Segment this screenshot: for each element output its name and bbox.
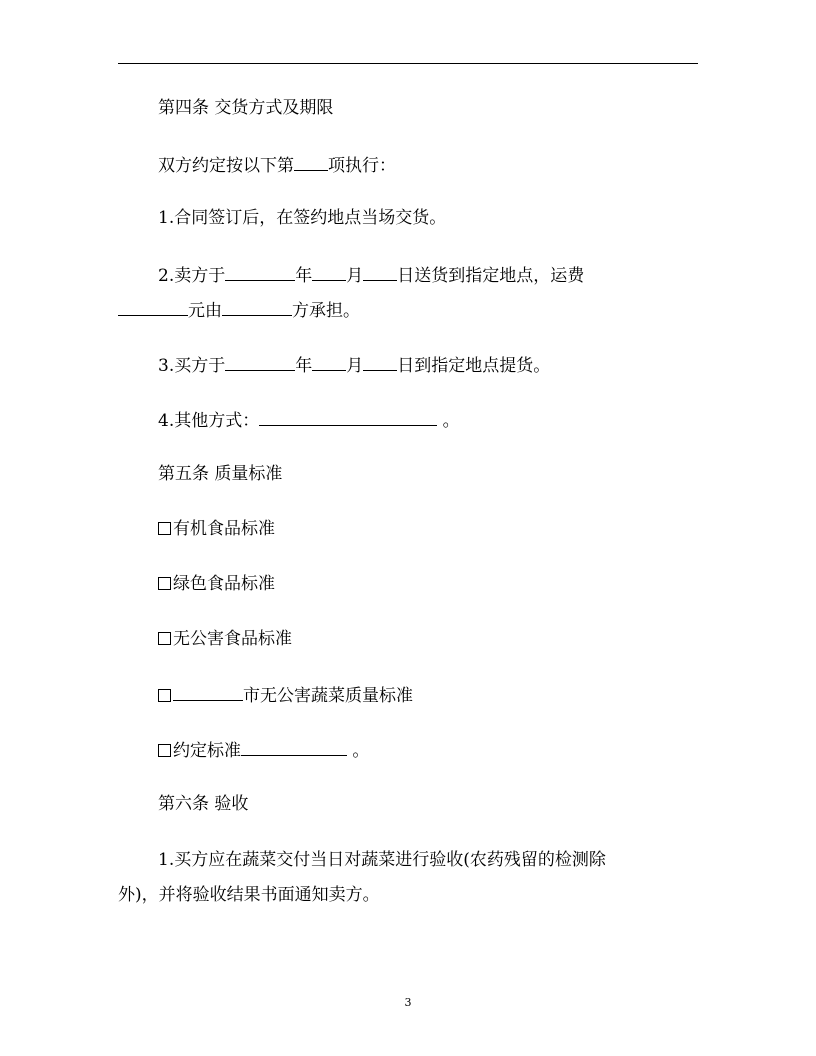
blank-field[interactable] bbox=[225, 264, 295, 281]
blank-field[interactable] bbox=[118, 299, 188, 316]
blank-field[interactable] bbox=[259, 409, 437, 426]
delivery-option-2-cont: 元由 方承担。 bbox=[118, 299, 360, 321]
article-4-title: 第四条 交货方式及期限 bbox=[158, 98, 334, 118]
blank-field[interactable] bbox=[294, 154, 328, 171]
checkbox-icon[interactable] bbox=[158, 522, 171, 535]
quality-option-4: 市无公害蔬菜质量标准 bbox=[158, 684, 413, 706]
checkbox-icon[interactable] bbox=[158, 744, 171, 757]
checkbox-icon[interactable] bbox=[158, 632, 171, 645]
delivery-option-2: 2.卖方于 年 月 日送货到指定地点，运费 bbox=[158, 266, 585, 286]
blank-field[interactable] bbox=[225, 354, 295, 371]
blank-field[interactable] bbox=[312, 264, 346, 281]
page-number: 3 bbox=[404, 996, 412, 1009]
quality-option-5: 约定标准 。 bbox=[158, 739, 369, 761]
quality-option-3: 无公害食品标准 bbox=[158, 629, 292, 649]
blank-field[interactable] bbox=[363, 354, 397, 371]
inspection-clause-line-2: 外)，并将验收结果书面通知卖方。 bbox=[118, 885, 380, 905]
article-6-title: 第六条 验收 bbox=[158, 794, 249, 814]
checkbox-icon[interactable] bbox=[158, 689, 171, 702]
article-5-title: 第五条 质量标准 bbox=[158, 464, 283, 484]
delivery-option-1: 1.合同签订后，在签约地点当场交货。 bbox=[158, 208, 447, 228]
header-rule bbox=[118, 63, 698, 64]
blank-field[interactable] bbox=[173, 684, 243, 701]
quality-option-2: 绿色食品标准 bbox=[158, 574, 275, 594]
blank-field[interactable] bbox=[363, 264, 397, 281]
inspection-clause-line-1: 1.买方应在蔬菜交付当日对蔬菜进行验收(农药残留的检测除 bbox=[158, 850, 606, 870]
delivery-option-3: 3.买方于 年 月 日到指定地点提货。 bbox=[158, 356, 551, 376]
blank-field[interactable] bbox=[312, 354, 346, 371]
blank-field[interactable] bbox=[241, 739, 347, 756]
blank-field[interactable] bbox=[222, 299, 292, 316]
checkbox-icon[interactable] bbox=[158, 577, 171, 590]
quality-option-1: 有机食品标准 bbox=[158, 519, 275, 539]
article-4-intro: 双方约定按以下第 项执行： bbox=[158, 156, 396, 176]
delivery-option-4: 4.其他方式： 。 bbox=[158, 411, 460, 431]
